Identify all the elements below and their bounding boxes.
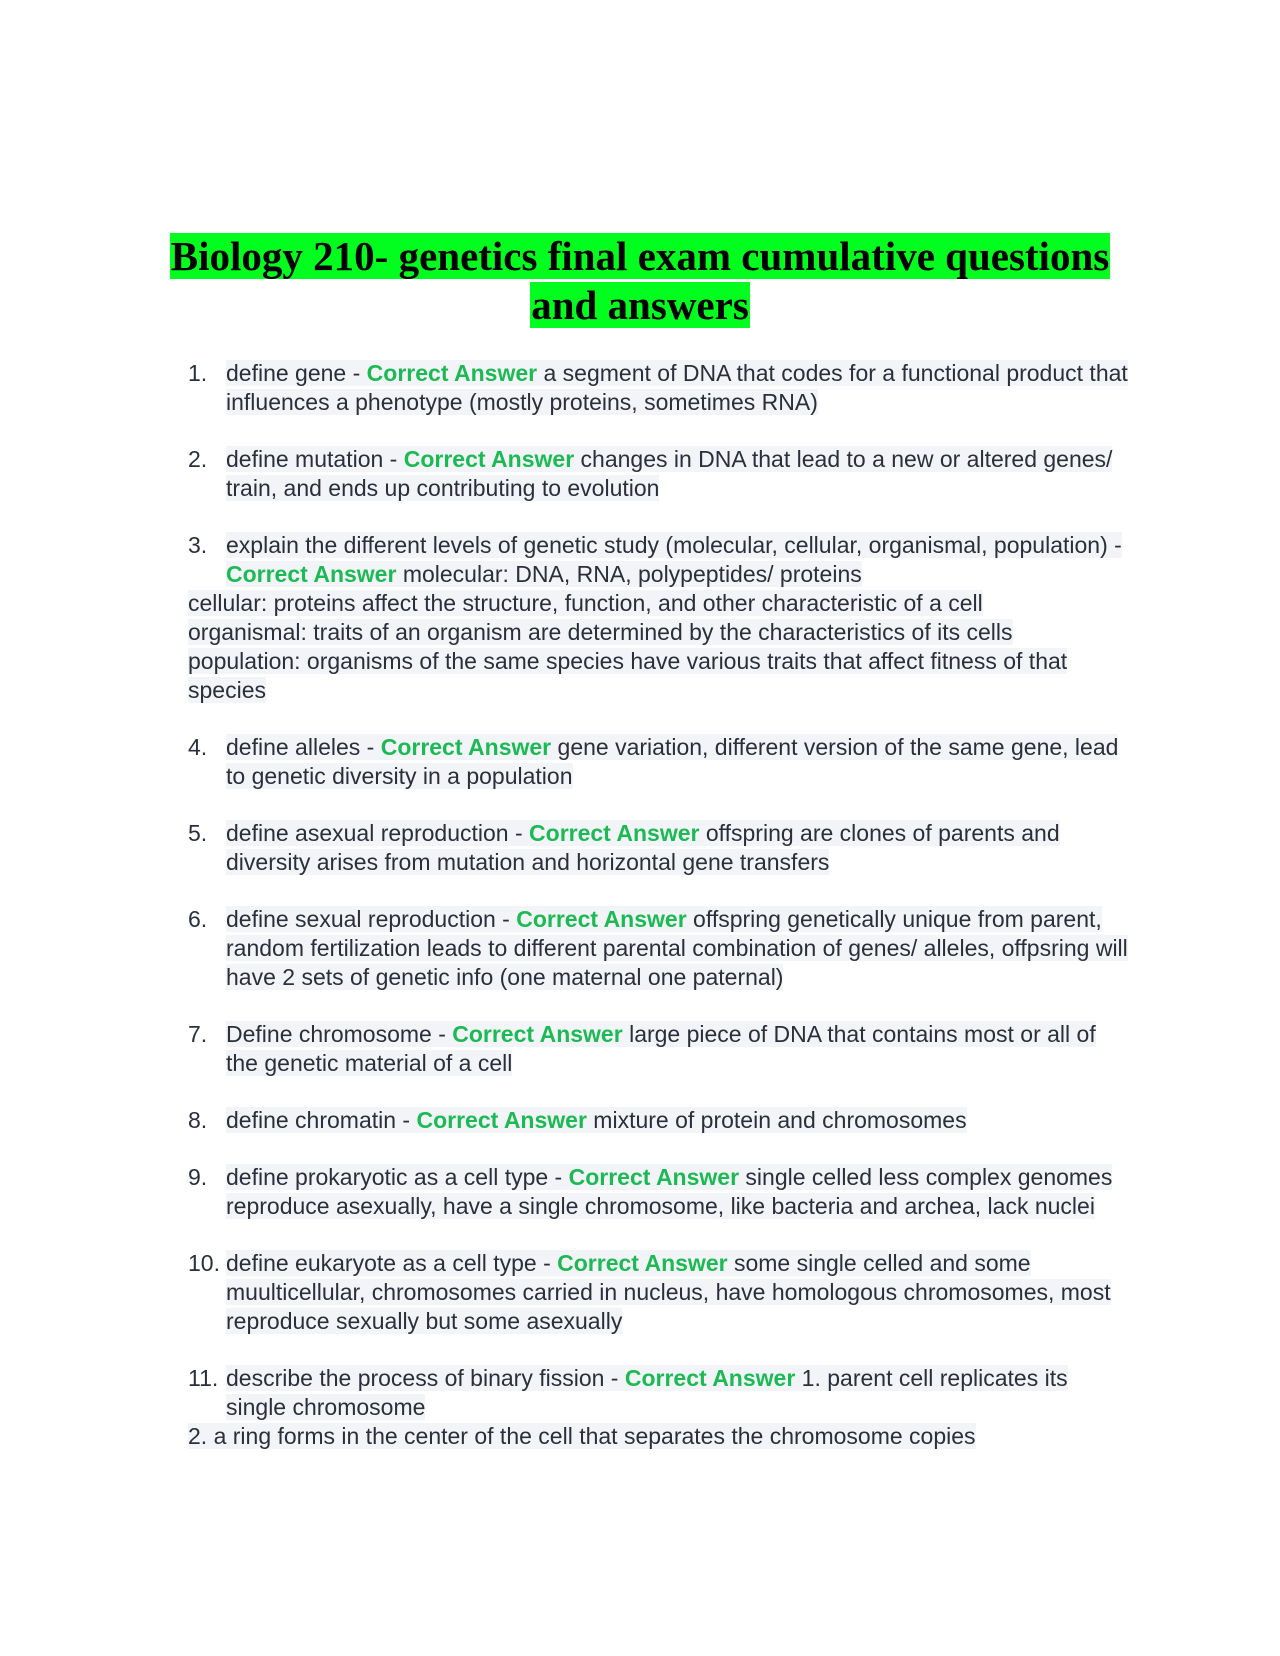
qa-text (226, 1365, 1068, 1420)
item-number: 4. (188, 734, 208, 760)
answer-text: molecular: DNA, RNA, polypeptides/ proteins (396, 561, 862, 587)
correct-answer-label: Correct Answer (416, 1107, 587, 1133)
qa-text (226, 1021, 1096, 1076)
question-text: Define chromosome - (226, 1021, 453, 1047)
question-text: describe the process of binary fission - (226, 1365, 625, 1391)
continuation-line: population: organisms of the same species have various traits that affect fitness of that species (188, 648, 1068, 703)
item-number: 5. (188, 820, 208, 846)
correct-answer-label: Correct Answer (557, 1250, 728, 1276)
item-number: 9. (188, 1164, 208, 1190)
answer-continuation (188, 1422, 1128, 1451)
qa-text (226, 360, 1128, 415)
qa-text (226, 1250, 1111, 1334)
answer-text: single celled less complex genomes reproduce asexually, have a single chromosome, like bacteria and archea, lack nuclei (226, 1164, 1113, 1219)
correct-answer-label: Correct Answer (366, 360, 538, 386)
item-number: 7. (188, 1021, 208, 1047)
qa-item-6 (188, 905, 1128, 992)
item-number: 10. (188, 1250, 220, 1276)
answer-continuation (188, 618, 1128, 647)
question-text: define alleles - (226, 734, 381, 760)
correct-answer-label: Correct Answer (226, 561, 397, 587)
answer-text: 1. parent cell replicates its single chromosome (226, 1365, 1068, 1420)
answer-text: mixture of protein and chromosomes (586, 1107, 967, 1133)
item-number: 11. (188, 1365, 219, 1391)
question-text: define asexual reproduction - (226, 820, 530, 846)
qa-item-8 (188, 1106, 1128, 1135)
item-number: 8. (188, 1107, 208, 1133)
item-number: 6. (188, 906, 208, 932)
question-text: define gene - (226, 360, 367, 386)
answer-text: gene variation, different version of the same gene, lead to genetic diversity in a population (226, 734, 1119, 789)
qa-item-2 (188, 445, 1128, 503)
qa-item-1 (188, 359, 1128, 417)
answer-text: some single celled and some muulticellular, chromosomes carried in nucleus, have homologous chromosomes, most reproduce sexually but some asexually (226, 1250, 1111, 1334)
qa-text (226, 820, 1060, 875)
qa-item-10 (188, 1249, 1128, 1336)
correct-answer-label: Correct Answer (624, 1365, 796, 1391)
answer-text: offspring genetically unique from parent, random fertilization leads to different parental combination of genes/ alleles, offpsring will have 2 sets of genetic info (one maternal one paternal) (226, 906, 1128, 990)
qa-text (226, 1164, 1112, 1219)
correct-answer-label: Correct Answer (529, 820, 700, 846)
qa-text (226, 446, 1112, 501)
continuation-line: 2. a ring forms in the center of the cell that separates the chromosome copies (188, 1423, 976, 1449)
item-number: 3. (188, 532, 208, 558)
qa-text (226, 532, 1122, 587)
qa-text (226, 906, 1128, 990)
question-text: define eukaryote as a cell type - (226, 1250, 558, 1276)
correct-answer-label: Correct Answer (516, 906, 687, 932)
answer-text: offspring are clones of parents and diversity arises from mutation and horizontal gene transfers (226, 820, 1060, 875)
qa-item-3 (188, 531, 1128, 705)
page-title (150, 232, 1130, 330)
qa-item-7 (188, 1020, 1128, 1078)
item-number: 2. (188, 446, 208, 472)
answer-continuation (188, 589, 1128, 618)
qa-item-11 (188, 1364, 1128, 1451)
answer-text: a segment of DNA that codes for a functional product that influences a phenotype (mostly proteins, sometimes RNA) (226, 360, 1128, 415)
qa-item-9 (188, 1163, 1128, 1221)
correct-answer-label: Correct Answer (452, 1021, 623, 1047)
correct-answer-label: Correct Answer (403, 446, 575, 472)
question-text: explain the different levels of genetic study (molecular, cellular, organismal, population) - (226, 532, 1122, 558)
correct-answer-label: Correct Answer (568, 1164, 740, 1190)
correct-answer-label: Correct Answer (380, 734, 552, 760)
qa-text (226, 734, 1118, 789)
question-text: define chromatin - (226, 1107, 417, 1133)
answer-text: large piece of DNA that contains most or all of the genetic material of a cell (226, 1021, 1096, 1076)
question-text: define sexual reproduction - (226, 906, 517, 932)
qa-list (188, 359, 1128, 1479)
question-text: define prokaryotic as a cell type - (226, 1164, 569, 1190)
item-number: 1. (188, 360, 208, 386)
qa-item-4 (188, 733, 1128, 791)
answer-text: changes in DNA that lead to a new or altered genes/ train, and ends up contributing to evolution (226, 446, 1113, 501)
answer-continuation (188, 647, 1128, 705)
qa-text (226, 1107, 967, 1133)
continuation-line: organismal: traits of an organism are determined by the characteristics of its cells (188, 619, 1013, 645)
qa-item-5 (188, 819, 1128, 877)
continuation-line: cellular: proteins affect the structure, function, and other characteristic of a cell (188, 590, 983, 616)
title-highlight: Biology 210- genetics final exam cumulative questions and answers (170, 233, 1110, 328)
question-text: define mutation - (226, 446, 404, 472)
